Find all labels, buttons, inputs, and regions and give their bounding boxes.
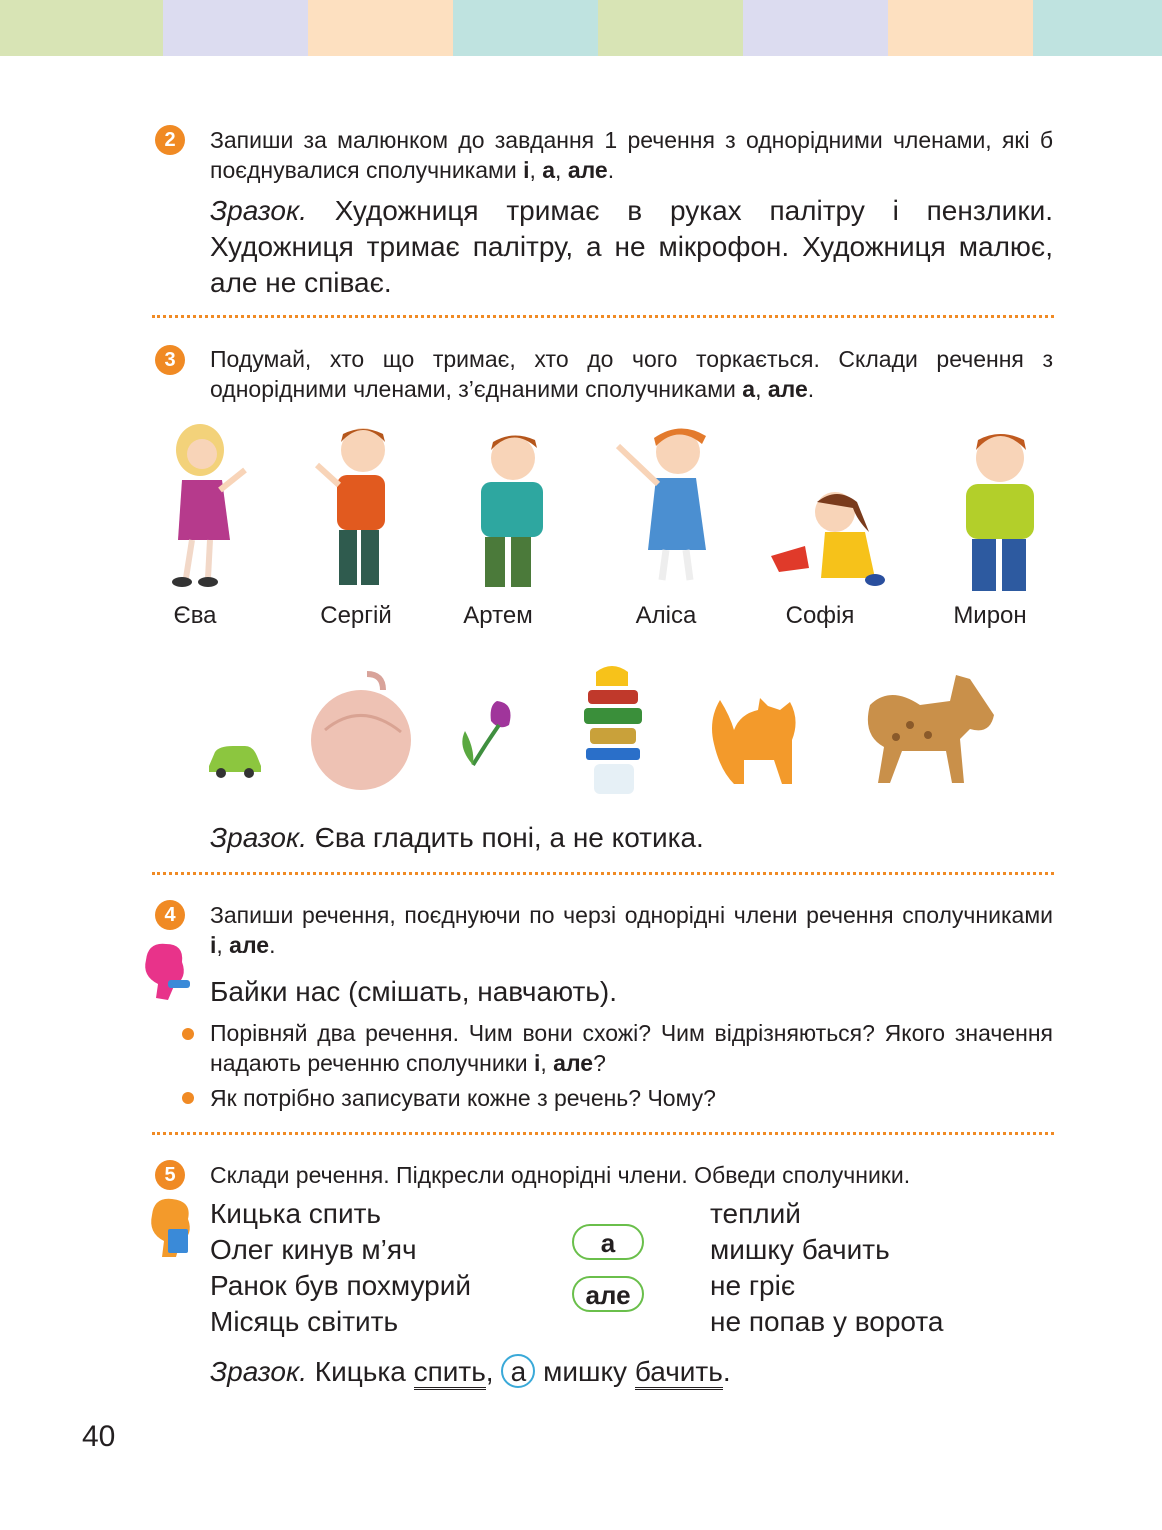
conjunction: але xyxy=(767,376,808,402)
dotted-divider xyxy=(152,1132,1054,1135)
child-sofia-illustration xyxy=(765,480,900,590)
stripe xyxy=(1033,0,1162,56)
child-name: Сергій xyxy=(320,602,392,629)
punctuation: ? xyxy=(593,1050,606,1076)
task-text: Запиши за малюнком до завдання 1 речення з однорідними членами, які б поєднувалися сполучниками xyxy=(210,127,1053,183)
pony-icon xyxy=(850,665,1000,791)
child-name: Артем xyxy=(463,602,533,629)
sample-text: Художниця тримає в руках палітру і пензлики. Художниця тримає палітру, а не мікрофон. Художниця малює, але не співає. xyxy=(210,195,1053,298)
punctuation: . xyxy=(269,932,276,958)
pink-mascot-writing-icon xyxy=(138,940,196,1002)
task4-instruction xyxy=(210,900,1053,960)
sample-text: Кицька xyxy=(307,1356,414,1387)
dotted-divider xyxy=(152,315,1054,318)
conjunction: але xyxy=(553,1050,594,1076)
underlined-member: бачить xyxy=(635,1356,723,1390)
separator: , xyxy=(540,1050,554,1076)
header-color-stripes xyxy=(0,0,1162,56)
left-part: Кицька спить xyxy=(210,1198,382,1229)
punctuation: . xyxy=(807,376,815,402)
sample-text: Єва гладить поні, а не котика. xyxy=(307,822,704,853)
child-eva-illustration xyxy=(160,420,260,590)
task-number: 4 xyxy=(155,900,185,930)
dotted-divider xyxy=(152,872,1054,875)
task2-sample xyxy=(210,193,1053,301)
conjunction: і xyxy=(523,157,530,183)
page-number: 40 xyxy=(82,1420,116,1453)
right-part: не попав у ворота xyxy=(710,1306,944,1337)
stacked-pots-icon xyxy=(578,660,648,796)
underlined-member: спить xyxy=(414,1356,486,1390)
stripe xyxy=(453,0,598,56)
conjunction: і xyxy=(534,1050,541,1076)
stripe xyxy=(598,0,743,56)
sample-label: Зразок. xyxy=(210,1356,307,1387)
bullet-icon xyxy=(182,1092,194,1104)
stripe xyxy=(743,0,888,56)
child-myron-illustration xyxy=(950,420,1050,595)
task2-instruction xyxy=(210,125,1053,185)
conjunction: і xyxy=(210,932,217,958)
task4-sentence: Байки нас (смішать, навчають). xyxy=(210,976,617,1007)
left-part: Ранок був похмурий xyxy=(210,1270,471,1301)
separator: , xyxy=(529,157,543,183)
child-name: Єва xyxy=(173,602,217,629)
stripe xyxy=(0,0,163,56)
task-number: 5 xyxy=(155,1160,185,1190)
task-text: Запиши речення, поєднуючи по черзі однорідні члени речення сполучниками xyxy=(210,902,1053,928)
circled-conjunction: а xyxy=(501,1354,535,1388)
child-alisa-illustration xyxy=(610,420,720,590)
task4-question-2: Як потрібно записувати кожне з речень? Чому? xyxy=(210,1085,716,1111)
sample-text: мишку xyxy=(535,1356,635,1387)
separator: , xyxy=(216,932,230,958)
tulip-icon xyxy=(455,695,520,775)
stripe xyxy=(888,0,1033,56)
task-number: 2 xyxy=(155,125,185,155)
left-parts-list xyxy=(210,1196,471,1340)
conjunction-pill-a: а xyxy=(572,1224,644,1260)
toy-car-icon xyxy=(205,742,263,780)
right-part: не гріє xyxy=(710,1270,796,1301)
stripe xyxy=(308,0,453,56)
task3-instruction xyxy=(210,344,1053,404)
sample-label: Зразок. xyxy=(210,195,307,226)
right-part: теплий xyxy=(710,1198,801,1229)
conjunction: але xyxy=(567,157,608,183)
left-part: Олег кинув м’яч xyxy=(210,1234,417,1265)
task5-instruction: Склади речення. Підкресли однорідні члени. Обведи сполучники. xyxy=(210,1162,911,1188)
punctuation: . xyxy=(607,157,615,183)
separator: , xyxy=(755,376,768,402)
right-part: мишку бачить xyxy=(710,1234,890,1265)
punctuation: . xyxy=(722,1356,731,1387)
right-parts-list xyxy=(710,1196,943,1340)
task3-sample xyxy=(210,820,1053,856)
task5-sample xyxy=(210,1354,1053,1390)
conjunction: а xyxy=(542,157,556,183)
child-name: Мирон xyxy=(953,602,1027,629)
bullet-icon xyxy=(182,1028,194,1040)
child-name: Софія xyxy=(785,602,855,629)
hopper-ball-icon xyxy=(305,670,415,792)
task-text: Подумай, хто що тримає, хто до чого торкається. Склади речення з однорідними членами, з’єднаними сполучниками xyxy=(210,346,1053,402)
child-name: Аліса xyxy=(635,602,697,629)
conjunction: а xyxy=(742,376,756,402)
task-number: 3 xyxy=(155,345,185,375)
child-artem-illustration xyxy=(465,420,565,590)
sample-label: Зразок. xyxy=(210,822,307,853)
question-text: Порівняй два речення. Чим вони схожі? Чим відрізняються? Якого значення надають реченню сполучники xyxy=(210,1020,1053,1076)
stripe xyxy=(163,0,308,56)
ginger-cat-icon xyxy=(700,680,810,790)
conjunction-pill-ale: але xyxy=(572,1276,644,1312)
conjunction: але xyxy=(229,932,270,958)
left-part: Місяць світить xyxy=(210,1306,399,1337)
child-sergii-illustration xyxy=(305,420,405,590)
separator: , xyxy=(555,157,568,183)
punctuation: , xyxy=(485,1356,494,1387)
orange-mascot-book-icon xyxy=(142,1195,198,1261)
task4-question-1 xyxy=(210,1018,1053,1078)
